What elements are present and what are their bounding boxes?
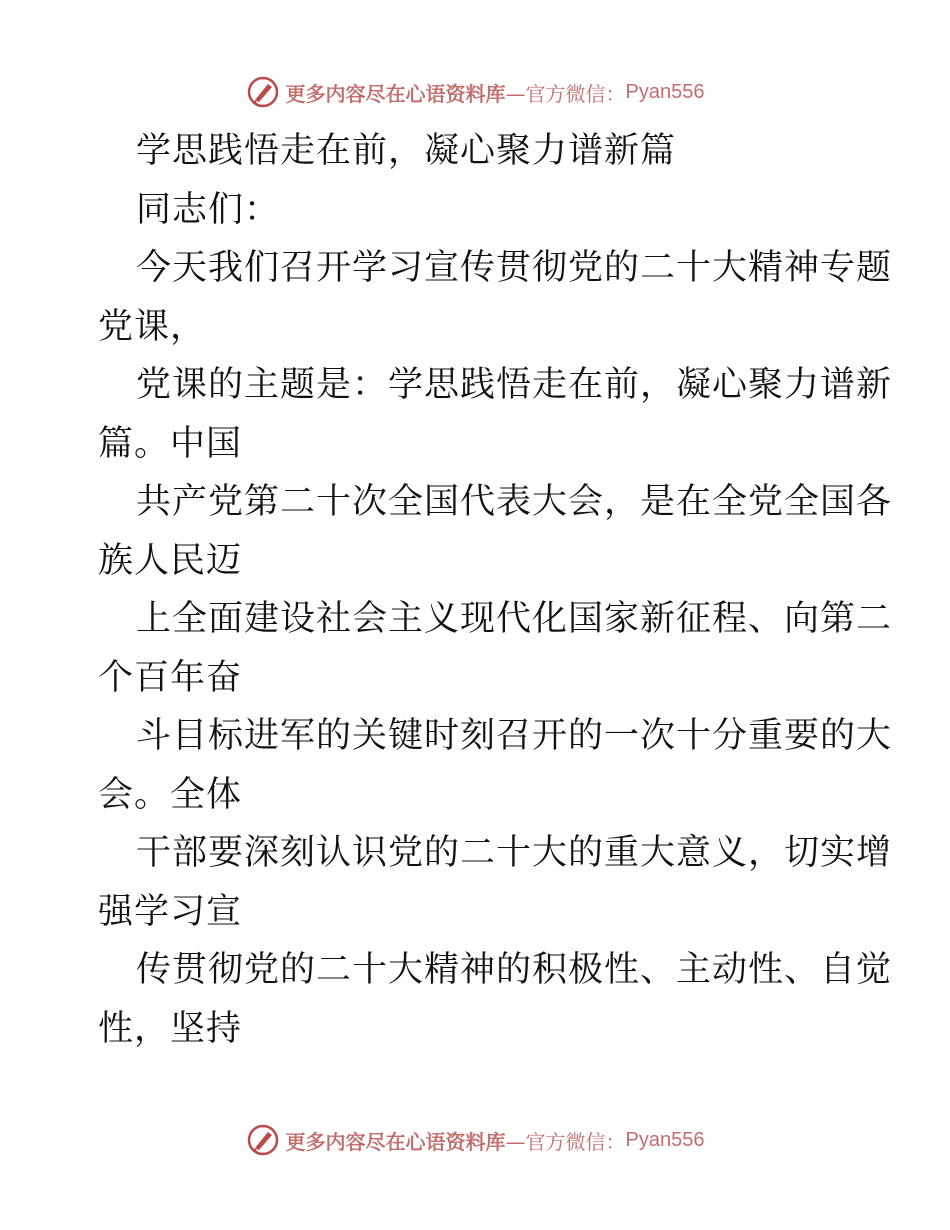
text-line: 共产党第二十次全国代表大会，是在全党全国各 <box>136 482 893 522</box>
quill-logo-icon <box>246 75 280 109</box>
text-line: 会。全体 <box>98 774 243 815</box>
text-line: 个百年奋 <box>98 657 243 698</box>
quill-logo-icon <box>246 1123 280 1157</box>
text-line: 今天我们召开学习宣传贯彻党的二十大精神专题 <box>136 248 893 288</box>
banner-separator: —官方微信： <box>505 81 626 106</box>
document-body <box>98 122 893 1058</box>
banner-separator: —官方微信： <box>505 1129 626 1154</box>
text-line: 上全面建设社会主义现代化国家新征程、向第二 <box>136 599 893 639</box>
banner-wechat-handle: Pyan556 <box>625 1128 705 1151</box>
header-banner <box>0 70 950 114</box>
footer-banner <box>0 1118 950 1162</box>
text-line: 干部要深刻认识党的二十大的重大意义，切实增 <box>136 833 893 873</box>
text-line: 学思践悟走在前，凝心聚力谱新篇 <box>136 131 677 171</box>
text-line: 篇。中国 <box>98 423 243 464</box>
text-line: 性，坚持 <box>98 1008 243 1049</box>
text-line: 强学习宣 <box>98 891 243 932</box>
banner-wechat-handle: Pyan556 <box>625 80 705 103</box>
banner-title: 更多内容尽在心语资料库 <box>285 1129 506 1154</box>
text-line: 斗目标进军的关键时刻召开的一次十分重要的大 <box>136 716 893 756</box>
text-line: 党课， <box>98 306 207 347</box>
text-line: 族人民迈 <box>98 540 243 581</box>
text-line: 同志们： <box>136 189 281 230</box>
banner-title: 更多内容尽在心语资料库 <box>285 81 506 106</box>
text-line: 传贯彻党的二十大精神的积极性、主动性、自觉 <box>136 950 893 990</box>
text-line: 党课的主题是：学思践悟走在前，凝心聚力谱新 <box>136 365 893 405</box>
